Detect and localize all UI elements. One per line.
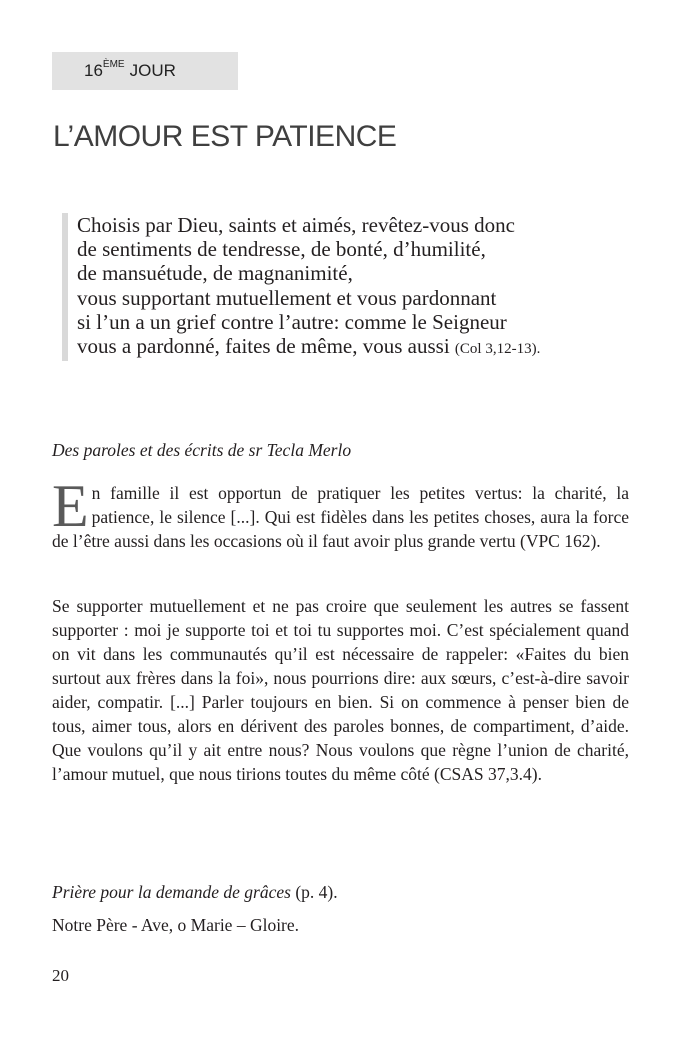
paragraph-2: Se supporter mutuellement et ne pas croire que seulement les autres se fassent supporter : moi je supporte toi et toi tu supportes moi. C’est spécialement quand on vit dans les communautés qu’il est nécessaire de rappeler: «Faites du bien surtout aux frères dans la foi», nous pourrions dire: aux sœurs, c’est-à-dire savoir aider, compatir. [...] Parler toujours en bien. Si on commence à penser bien de tous, aimer tous, alors en dérivent des paroles bonnes, de compartiment, d’aide. Que voulons qu’il y ait entre nous? Nous voulons que règne l’union de charité, l’amour mutuel, que nous tirions toutes du même côté (CSAS 37,3.4). bbox=[52, 596, 629, 784]
paragraph-1-text: n famille il est opportun de pratiquer les petites vertus: la charité, la patience, le silence [...]. Qui est fidèles dans les petites choses, aura la force de l’être aussi dans les occasions où il faut avoir plus grande vertu (VPC 162). bbox=[52, 483, 629, 551]
quote-line: vous a pardonné, faites de même, vous aussi bbox=[77, 334, 450, 359]
quote-line: de mansuétude, de magnanimité, bbox=[77, 261, 353, 286]
day-header bbox=[52, 52, 238, 90]
scripture-quote bbox=[62, 213, 637, 361]
quote-line: de sentiments de tendresse, de bonté, d’humilité, bbox=[77, 237, 486, 262]
quote-reference: (Col 3,12-13). bbox=[454, 341, 541, 358]
drop-cap: E bbox=[52, 473, 89, 539]
prayer-page-ref: (p. 4). bbox=[290, 882, 338, 902]
paragraph-1 bbox=[52, 473, 629, 553]
day-suffix: ÈME bbox=[102, 58, 125, 70]
section-label: Des paroles et des écrits de sr Tecla Merlo bbox=[52, 440, 352, 460]
quote-line: Choisis par Dieu, saints et aimés, revêtez-vous donc bbox=[77, 213, 515, 237]
quote-line: vous supportant mutuellement et vous pardonnant bbox=[77, 285, 497, 310]
page-title: L’AMOUR EST PATIENCE bbox=[53, 120, 397, 153]
day-word: JOUR bbox=[129, 61, 176, 80]
prayer-line bbox=[52, 882, 338, 903]
day-number: 16 bbox=[84, 61, 103, 80]
prayer-title: Prière pour la demande de grâces bbox=[52, 882, 291, 902]
quote-line: si l’un a un grief contre l’autre: comme le Seigneur bbox=[77, 309, 507, 334]
closing-prayers: Notre Père - Ave, o Marie – Gloire. bbox=[52, 915, 300, 935]
quote-line-last bbox=[77, 334, 637, 361]
page-number: 20 bbox=[52, 966, 69, 985]
